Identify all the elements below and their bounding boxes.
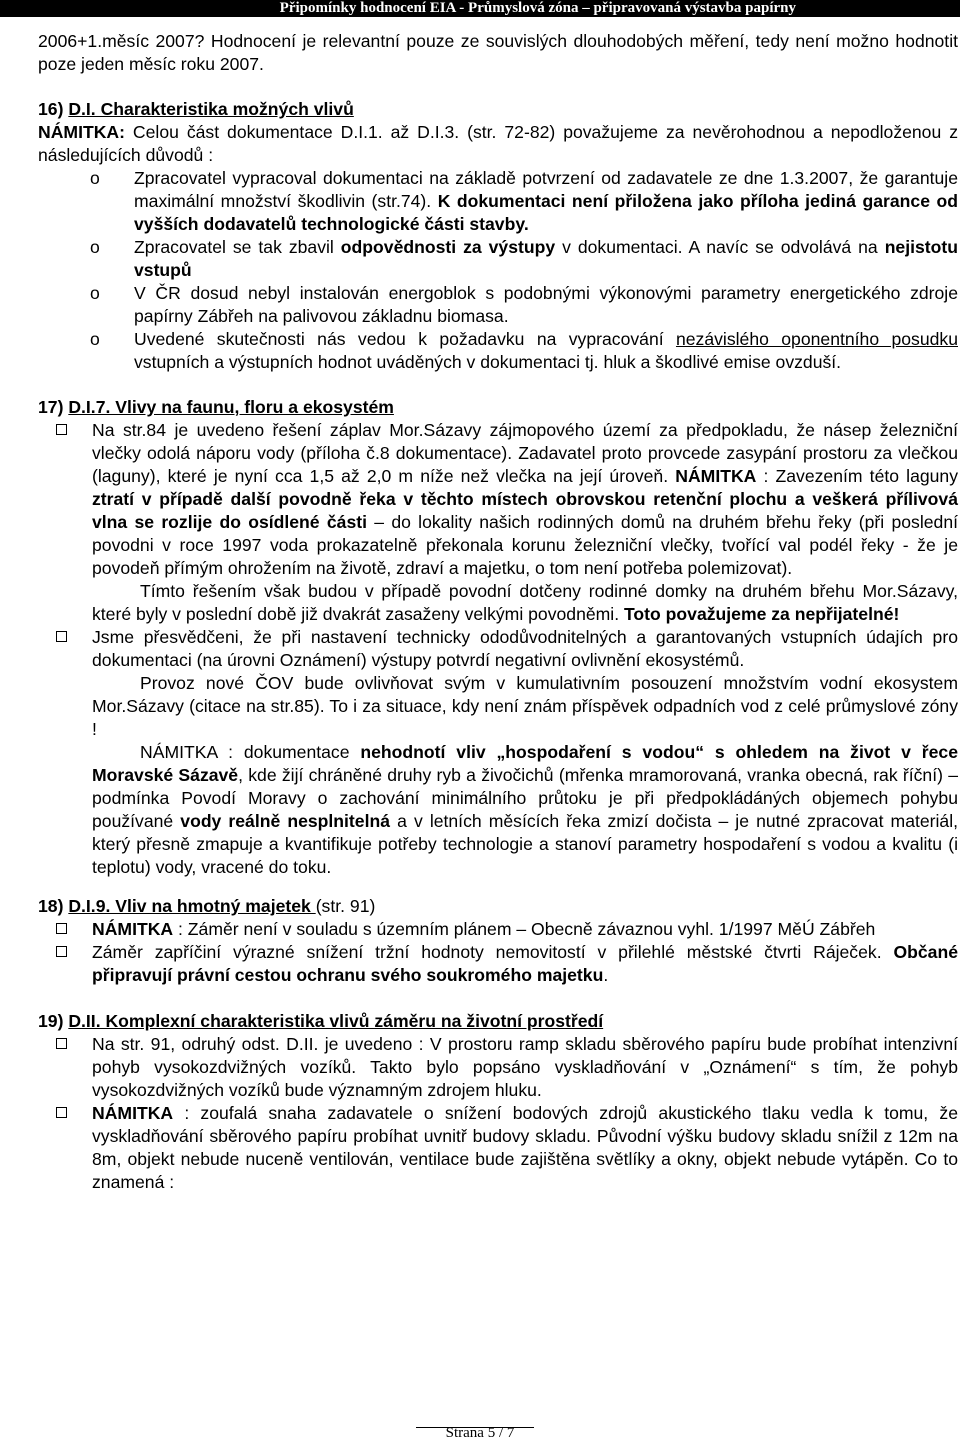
list-item-text — [134, 167, 958, 236]
text-run: v dokumentaci. A navíc se odvolává na — [555, 237, 885, 257]
text-run: nezávislého oponentního posudku — [675, 329, 958, 349]
circle-bullet-icon: o — [90, 168, 100, 188]
text-run: Zpracovatel se tak zbavil — [134, 237, 341, 257]
intro-paragraph: 2006+1.měsíc 2007? Hodnocení je relevantní pouze ze souvislých dlouhodobých měření, tedy není možno hodnotit poze jeden měsíc roku 2007. — [38, 31, 958, 74]
text-run: vstupních a výstupních hodnot uváděných v dokumentaci tj. hluk a škodlivé emise ovzduší. — [134, 352, 842, 372]
section-title: D.I. Charakteristika možných vlivů — [68, 99, 354, 119]
text-run: V ČR dosud nebyl instalován energoblok s podobnými výkonovými parametry energetického zdroje papírny Zábřeh na palivovou základnu biomasa. — [134, 283, 958, 326]
text-run: : Záměr není v souladu s územním plánem – Obecně závaznou vyhl. 1/1997 MěÚ Zábřeh — [173, 919, 876, 939]
text-run: NÁMITKA — [92, 1103, 174, 1123]
list-item-text — [134, 236, 958, 282]
list-item — [38, 328, 958, 374]
text-run: Jsme přesvědčeni, že při nastavení technicky ododůvodnitelných a garantovaných vstupních údajích pro dokumentaci (na úrovni Oznámení) výstupy potvrdí negativní ovlivnění ekosystémů. — [92, 627, 958, 670]
square-bullet-icon — [56, 631, 67, 642]
section-18-bullet-1 — [38, 918, 958, 941]
text-run: Provoz nové ČOV bude ovlivňovat svým v kumulativním posouzení množstvím vodní ekosystem Mor.Sázavy (citace na str.85). To i za situace, kdy není znám příspěvek odpadních vod z celé průmyslové zóny ! — [92, 673, 958, 739]
section-16-list — [38, 167, 958, 374]
text-run: Uvedené skutečnosti nás vedou k požadavku na vypracování — [134, 329, 676, 349]
square-bullet-icon — [56, 1107, 67, 1118]
text-run: ztratí v případě další povodně řeka v těchto místech obrovskou retenční plochu a veškerá přílivová vlna se rozlije do osídlené části — [92, 489, 958, 532]
text-run: Občané připravují právní cestou ochranu svého soukromého majetku — [92, 942, 958, 985]
text-run: Tímto řešením však budou v případě povodní dotčeny rodinné domky na druhém břehu Mor.Sázavy, které byly v poslední době již dvakrát zasaženy velkými povodněmi. — [92, 581, 958, 624]
document-header: Připomínky hodnocení EIA - Průmyslová zóna – připravovaná výstavba papírny — [0, 0, 960, 17]
section-title: D.I.9. Vliv na hmotný majetek — [68, 896, 316, 916]
section-19-heading — [38, 1010, 958, 1033]
section-17-heading — [38, 396, 958, 419]
text-run: . — [603, 965, 609, 985]
list-item — [38, 236, 958, 282]
namitka-label: NÁMITKA: — [38, 122, 125, 142]
square-bullet-icon — [56, 923, 67, 934]
page-number: Strana 5 / 7 — [445, 1425, 515, 1441]
text-run: K dokumentaci není přiložena jako příloha jediná garance od vyšších dodavatelů technologické části stavby. — [134, 191, 958, 234]
section-16-namitka — [38, 121, 958, 167]
text-run: NÁMITKA — [92, 919, 174, 939]
section-19-bullet-1 — [38, 1033, 958, 1102]
text-run: : zoufalá snaha zadavatele o snížení bodových zdrojů akustického tlaku vedla k tomu, že vyskladňování sběrového papíru probíhat uvnitř budovy skladu. Původní výšku budovy skladu snížil z 12m na 8m, objekt nebude nuceně ventilován, ventilace bude zajištěna světlíky a okny, objekt nebude vytápěn. Co to znamená : — [92, 1103, 958, 1192]
bullet-text — [92, 941, 958, 987]
text-run: Toto považujeme za nepřijatelné! — [623, 604, 900, 624]
bullet-paragraph — [92, 580, 958, 626]
bullet-text — [92, 918, 958, 941]
bullet-paragraph — [92, 672, 958, 741]
text-run: Na str.84 je uvedeno řešení záplav Mor.Sázavy zájmopového území za předpokladu, že násep železniční vlečky odolá náporu vody (příloha č.8 dokumentace). Zadavatel proto provcede zasypání prostoru za vlečkou (laguny), které je nyní cca 1,5 až 2,0 m níže než vlečka na její úroveň. — [92, 420, 958, 486]
text-run: vody reálně nesplnitelná — [180, 811, 390, 831]
bullet-text — [92, 1102, 958, 1194]
section-17-bullet-2 — [38, 626, 958, 879]
circle-bullet-icon: o — [90, 237, 100, 257]
list-item-text — [134, 328, 958, 374]
text-run: nejistotu vstupů — [134, 237, 958, 280]
section-number: 18) — [38, 896, 69, 916]
text-run: Na str. 91, odruhý odst. D.II. je uvedeno : V prostoru ramp skladu sběrového papíru bude probíhat intenzivní pohyb vysokozdvižných vozíků. Takto bylo popsáno vyskladňování v „Oznámení“ s tím, že pohyb vysokozdvižných vozíků bude významným zdrojem hluku. — [92, 1034, 958, 1100]
section-number: 19) — [38, 1011, 69, 1031]
list-item-text — [134, 282, 958, 328]
square-bullet-icon — [56, 946, 67, 957]
section-17-bullet-1 — [38, 419, 958, 626]
namitka-text: Celou část dokumentace D.I.1. až D.I.3. (str. 72-82) považujeme za nevěrohodnou a nepodloženou z následujících důvodů : — [38, 122, 958, 165]
text-run: : Zavezením této laguny — [756, 466, 959, 486]
section-title-tail: (str. 91) — [315, 896, 376, 916]
bullet-text — [92, 1033, 958, 1102]
list-item — [38, 167, 958, 236]
bullet-paragraph — [92, 741, 958, 879]
section-title: D.I.7. Vlivy na faunu, floru a ekosystém — [68, 397, 394, 417]
circle-bullet-icon: o — [90, 283, 100, 303]
text-run: odpovědnosti za výstupy — [340, 237, 556, 257]
text-run: nehodnotí vliv „hospodaření s vodou“ s ohledem na život v řece Moravské Sázavě — [92, 742, 958, 785]
section-19-bullet-2 — [38, 1102, 958, 1194]
circle-bullet-icon: o — [90, 329, 100, 349]
bullet-text — [92, 419, 958, 580]
text-run: Záměr zapříčiní výrazné snížení tržní hodnoty nemovitostí v přilehlé městské čtvrti Ráječek. — [92, 942, 894, 962]
text-run: Zpracovatel vypracoval dokumentaci na základě potvrzení od zadavatele ze dne 1.3.2007, že garantuje maximální množství škodlivin (str.74). — [134, 168, 958, 211]
section-18-heading — [38, 895, 958, 918]
section-title: D.II. Komplexní charakteristika vlivů záměru na životní prostředí — [68, 1011, 604, 1031]
text-run: , kde žijí chráněné druhy ryb a živočichů (mřenka mramorovaná, vranka obecná, rak říční) – podmínka Povodí Moravy o zachování minimálního průtoku je při předpokládáných objemech pohybu používané — [92, 765, 958, 831]
section-number: 17) — [38, 397, 69, 417]
text-run: a v letních měsících řeka zmizí dočista – je nutné zpracovat materiál, který přesně zmapuje a kvantifikuje potřeby technologie a stanoví parametry hospodaření s vodou a kvalitu (i teplotu) vody, vracené do toku. — [92, 811, 959, 877]
list-item — [38, 282, 958, 328]
text-run: NÁMITKA — [675, 466, 757, 486]
section-number: 16) — [38, 99, 69, 119]
bullet-text — [92, 626, 958, 672]
section-16-heading — [38, 98, 958, 121]
square-bullet-icon — [56, 1038, 67, 1049]
text-run: NÁMITKA : dokumentace — [140, 742, 361, 762]
text-run: – do lokality našich rodinných domů na druhém břehu řeky (při poslední povodni v roce 1997 voda prokazatelně překonala korunu železniční vlečky, tvořící val podél řeky - že je povodeň přímým ohrožením na životě, zdraví a majetku, o tom není potřeba polemizovat). — [92, 512, 958, 578]
document-page — [38, 30, 958, 1194]
section-18-bullet-2 — [38, 941, 958, 987]
square-bullet-icon — [56, 424, 67, 435]
